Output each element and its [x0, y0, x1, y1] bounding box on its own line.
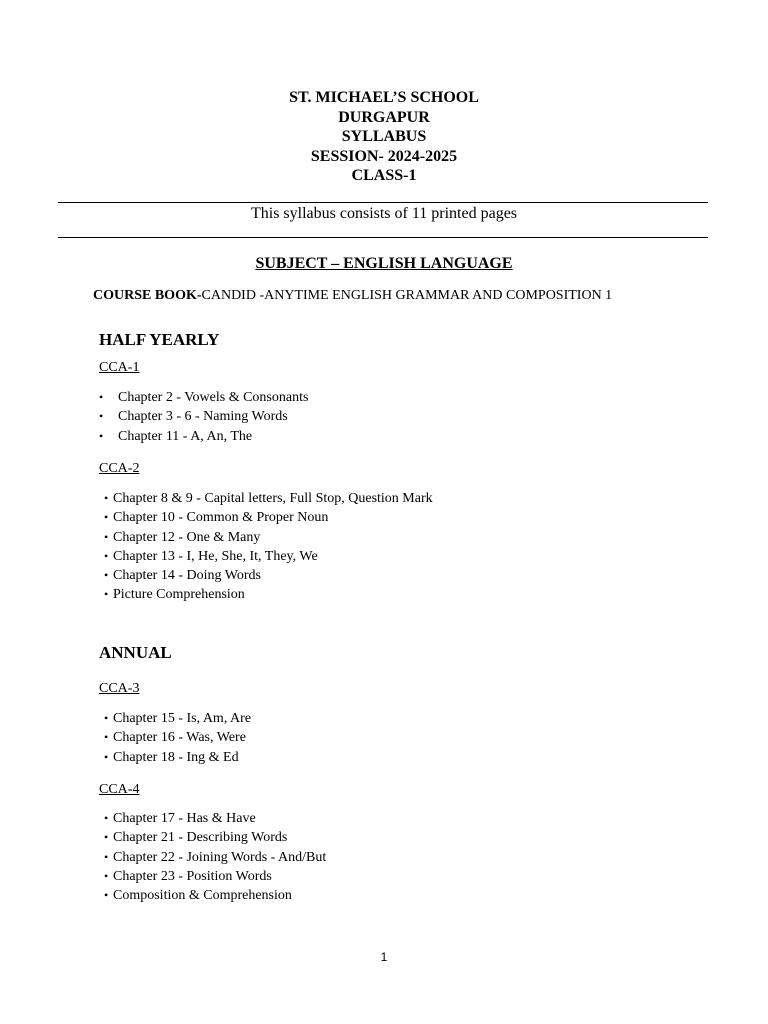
list-item: • Chapter 8 & 9 - Capital letters, Full Stop, Question Mark [104, 489, 433, 508]
cca-3-list [104, 709, 251, 767]
list-item: • Chapter 17 - Has & Have [104, 809, 326, 828]
bottom-divider [58, 237, 708, 238]
top-divider [58, 202, 708, 203]
cca-4-list [104, 809, 326, 905]
annual-heading: ANNUAL [99, 643, 172, 662]
course-book [93, 288, 612, 304]
list-item: • Chapter 11 - A, An, The [99, 427, 308, 446]
school-header [0, 88, 768, 186]
cca-3-heading: CCA-3 [99, 681, 140, 696]
course-book-label: COURSE BOOK- [93, 288, 202, 303]
list-item: • Chapter 16 - Was, Were [104, 728, 251, 747]
pages-note: This syllabus consists of 11 printed pages [250, 205, 518, 222]
cca-2-list [104, 489, 433, 605]
session: SESSION- 2024-2025 [310, 147, 458, 165]
list-item: • Chapter 15 - Is, Am, Are [104, 709, 251, 728]
half-yearly-heading: HALF YEARLY [99, 330, 220, 349]
class-label: CLASS-1 [351, 167, 417, 184]
list-item: • Chapter 18 - Ing & Ed [104, 748, 251, 767]
cca-1-list [99, 388, 308, 446]
page-number: 1 [380, 950, 388, 964]
list-item: • Chapter 12 - One & Many [104, 528, 433, 547]
school-name: ST. MICHAEL’S SCHOOL [289, 89, 479, 106]
school-city: DURGAPUR [338, 108, 430, 126]
list-item: • Chapter 10 - Common & Proper Noun [104, 508, 433, 527]
document-type: SYLLABUS [341, 128, 427, 145]
list-item: • Chapter 23 - Position Words [104, 867, 326, 886]
list-item: • Chapter 22 - Joining Words - And/But [104, 848, 326, 867]
list-item: • Chapter 14 - Doing Words [104, 566, 433, 585]
list-item: • Picture Comprehension [104, 585, 433, 604]
list-item: • Chapter 13 - I, He, She, It, They, We [104, 547, 433, 566]
cca-1-heading: CCA-1 [99, 360, 140, 375]
list-item: • Chapter 21 - Describing Words [104, 828, 326, 847]
list-item: • Chapter 2 - Vowels & Consonants [99, 388, 308, 407]
subject-title: SUBJECT – ENGLISH LANGUAGE [255, 255, 513, 272]
list-item: • Chapter 3 - 6 - Naming Words [99, 407, 308, 426]
cca-4-heading: CCA-4 [99, 782, 140, 797]
cca-2-heading: CCA-2 [99, 461, 140, 476]
course-book-title: CANDID -ANYTIME ENGLISH GRAMMAR AND COMPOSITION 1 [201, 288, 613, 303]
list-item: • Composition & Comprehension [104, 886, 326, 905]
